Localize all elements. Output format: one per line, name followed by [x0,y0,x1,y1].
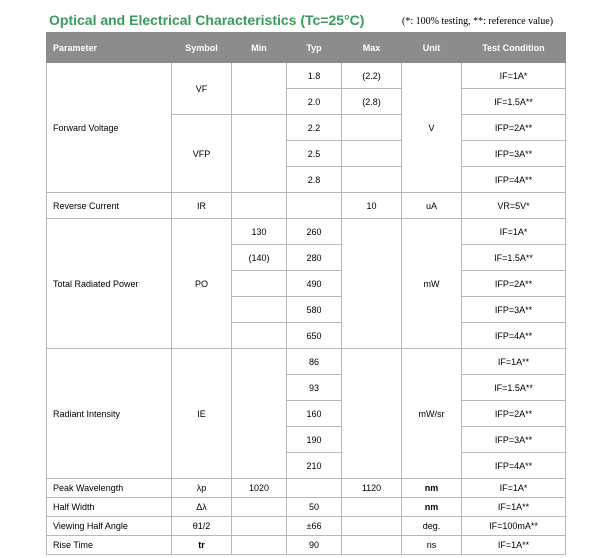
condition-cell: IF=1A* [462,219,566,245]
table-row [47,193,566,219]
condition-cell: IF=1A** [462,498,566,517]
table-row [47,349,566,375]
symbol-cell: λp [172,479,232,498]
parameter-cell: Reverse Current [47,193,172,219]
parameter-cell: Total Radiated Power [47,219,172,349]
typ-cell: 260 [287,219,342,245]
min-cell [232,536,287,555]
condition-cell: IF=1A* [462,63,566,89]
min-cell: (140) [232,245,287,271]
condition-cell: VR=5V* [462,193,566,219]
typ-cell: 90 [287,536,342,555]
unit-cell: deg. [402,517,462,536]
unit-cell: mW/sr [402,349,462,479]
condition-cell: IF=100mA** [462,517,566,536]
symbol-cell: θ1/2 [172,517,232,536]
min-cell [232,349,287,479]
parameter-cell: Half Width [47,498,172,517]
typ-cell: 280 [287,245,342,271]
parameter-cell: Viewing Half Angle [47,517,172,536]
max-cell: (2.2) [342,63,402,89]
condition-cell: IFP=4A** [462,453,566,479]
max-cell [342,536,402,555]
typ-cell: 490 [287,271,342,297]
legend-note: (*: 100% testing, **: reference value) [402,16,554,27]
condition-cell: IFP=4A** [462,323,566,349]
header-test-condition: Test Condition [462,33,566,63]
table-row [47,498,566,517]
typ-cell: 2.5 [287,141,342,167]
typ-cell: 93 [287,375,342,401]
table-row [47,219,566,245]
condition-cell: IFP=2A** [462,401,566,427]
min-cell: 130 [232,219,287,245]
typ-cell [287,479,342,498]
max-cell [342,498,402,517]
min-cell [232,498,287,517]
table-row [47,517,566,536]
max-cell: 1120 [342,479,402,498]
typ-cell: 190 [287,427,342,453]
unit-cell: ns [402,536,462,555]
symbol-cell: VF [172,63,232,115]
condition-cell: IFP=4A** [462,167,566,193]
symbol-cell: IE [172,349,232,479]
typ-cell [287,193,342,219]
typ-cell: 86 [287,349,342,375]
condition-cell: IFP=3A** [462,141,566,167]
typ-cell: 50 [287,498,342,517]
max-cell [342,219,402,349]
unit-cell: mW [402,219,462,349]
typ-cell: 1.8 [287,63,342,89]
unit-cell: nm [402,498,462,517]
header-row [47,33,566,63]
max-cell [342,349,402,479]
max-cell [342,167,402,193]
typ-cell: 580 [287,297,342,323]
typ-cell: 210 [287,453,342,479]
table-row [47,536,566,555]
min-cell [232,63,287,115]
symbol-cell: IR [172,193,232,219]
typ-cell: ±66 [287,517,342,536]
symbol-cell: VFP [172,115,232,193]
header-min: Min [232,33,287,63]
min-cell [232,323,287,349]
symbol-cell: Δλ [172,498,232,517]
condition-cell: IF=1A** [462,349,566,375]
min-cell [232,517,287,536]
condition-cell: IF=1A** [462,536,566,555]
header-unit: Unit [402,33,462,63]
condition-cell: IFP=3A** [462,297,566,323]
parameter-cell: Forward Voltage [47,63,172,193]
condition-cell: IFP=3A** [462,427,566,453]
max-cell [342,517,402,536]
min-cell [232,193,287,219]
symbol-cell: PO [172,219,232,349]
condition-cell: IF=1.5A** [462,245,566,271]
typ-cell: 2.8 [287,167,342,193]
parameter-cell: Rise Time [47,536,172,555]
header-parameter: Parameter [47,33,172,63]
section-title: Optical and Electrical Characteristics (Tc=25°C) [49,12,365,28]
table-row [47,479,566,498]
typ-cell: 650 [287,323,342,349]
unit-cell: nm [402,479,462,498]
symbol-cell: tr [172,536,232,555]
unit-cell: uA [402,193,462,219]
condition-cell: IF=1.5A** [462,375,566,401]
min-cell [232,297,287,323]
unit-cell: V [402,63,462,193]
parameter-cell: Peak Wavelength [47,479,172,498]
header-typ: Typ [287,33,342,63]
table-row [47,63,566,89]
parameter-cell: Radiant Intensity [47,349,172,479]
max-cell: (2.8) [342,89,402,115]
typ-cell: 2.2 [287,115,342,141]
max-cell [342,115,402,141]
max-cell: 10 [342,193,402,219]
header-max: Max [342,33,402,63]
min-cell: 1020 [232,479,287,498]
typ-cell: 2.0 [287,89,342,115]
condition-cell: IFP=2A** [462,271,566,297]
condition-cell: IF=1A* [462,479,566,498]
min-cell [232,271,287,297]
header-symbol: Symbol [172,33,232,63]
condition-cell: IFP=2A** [462,115,566,141]
characteristics-table [46,32,566,555]
typ-cell: 160 [287,401,342,427]
condition-cell: IF=1.5A** [462,89,566,115]
min-cell [232,115,287,193]
max-cell [342,141,402,167]
